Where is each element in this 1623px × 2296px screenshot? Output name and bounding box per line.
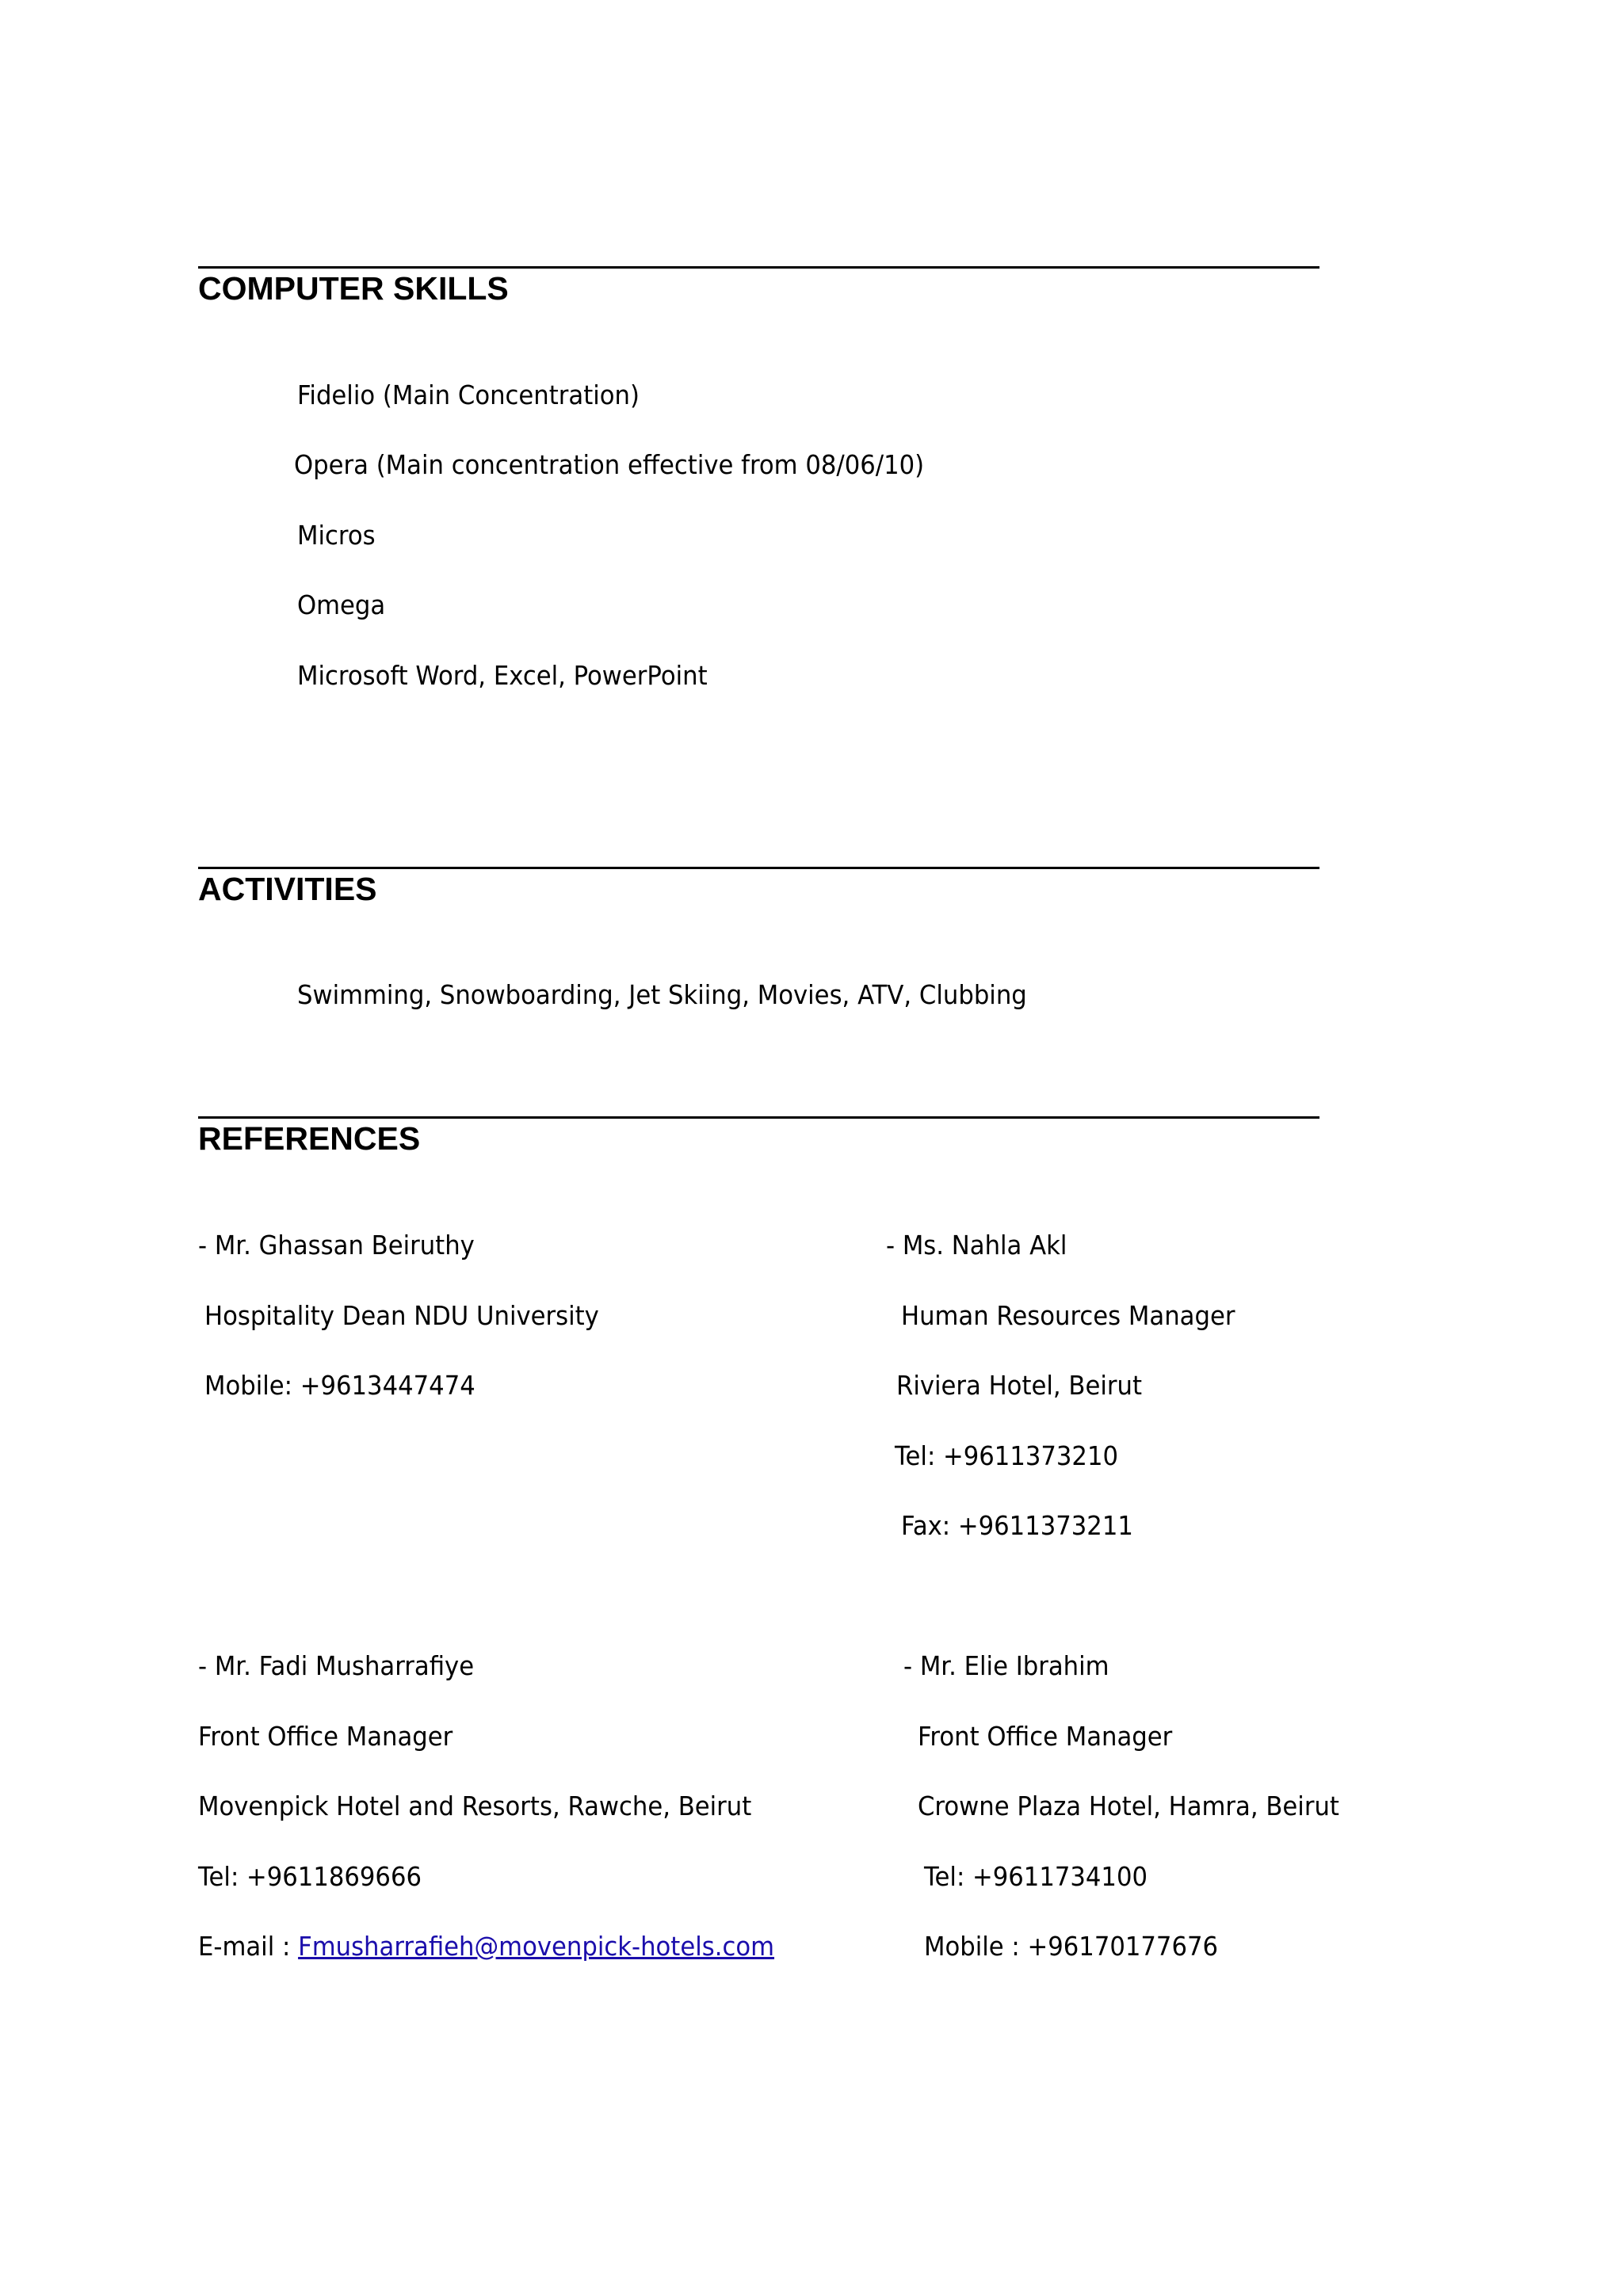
reference-tel: Tel: +9611734100 [924, 1861, 1148, 1892]
reference-name: - Ms. Nahla Akl [886, 1230, 1067, 1261]
reference-email-line [198, 1931, 774, 1962]
reference-fax: Fax: +9611373211 [901, 1510, 1133, 1541]
email-link[interactable]: Fmusharrafieh@movenpick-hotels.com [298, 1931, 775, 1962]
reference-tel: Tel: +9611373210 [895, 1440, 1119, 1471]
section-divider [198, 867, 1319, 869]
reference-title: Front Office Manager [918, 1721, 1173, 1752]
reference-company: Crowne Plaza Hotel, Hamra, Beirut [918, 1791, 1339, 1821]
email-label: E-mail : [198, 1931, 299, 1962]
reference-company: Riviera Hotel, Beirut [896, 1370, 1142, 1401]
reference-title: Human Resources Manager [901, 1300, 1235, 1331]
reference-tel: Tel: +9611869666 [198, 1861, 422, 1892]
section-divider [198, 266, 1319, 269]
references-heading: REFERENCES [198, 1120, 421, 1157]
reference-name: - Mr. Ghassan Beiruthy [198, 1230, 475, 1261]
skill-item: Microsoft Word, Excel, PowerPoint [297, 660, 708, 691]
reference-company: Movenpick Hotel and Resorts, Rawche, Beirut [198, 1791, 752, 1821]
skill-item: Opera (Main concentration effective from 08/06/10) [294, 449, 925, 480]
reference-mobile: Mobile : +96170177676 [924, 1931, 1219, 1962]
activities-heading: ACTIVITIES [198, 871, 377, 907]
reference-title: Hospitality Dean NDU University [204, 1300, 599, 1331]
activities-text: Swimming, Snowboarding, Jet Skiing, Movies, ATV, Clubbing [297, 979, 1027, 1010]
reference-mobile: Mobile: +9613447474 [204, 1370, 475, 1401]
reference-title: Front Office Manager [198, 1721, 453, 1752]
reference-name: - Mr. Elie Ibrahim [903, 1650, 1109, 1681]
reference-name: - Mr. Fadi Musharrafiye [198, 1650, 475, 1681]
skill-item: Omega [297, 589, 386, 620]
computer-skills-heading: COMPUTER SKILLS [198, 270, 509, 307]
skill-item: Fidelio (Main Concentration) [297, 379, 640, 410]
skill-item: Micros [297, 520, 376, 551]
section-divider [198, 1116, 1319, 1119]
